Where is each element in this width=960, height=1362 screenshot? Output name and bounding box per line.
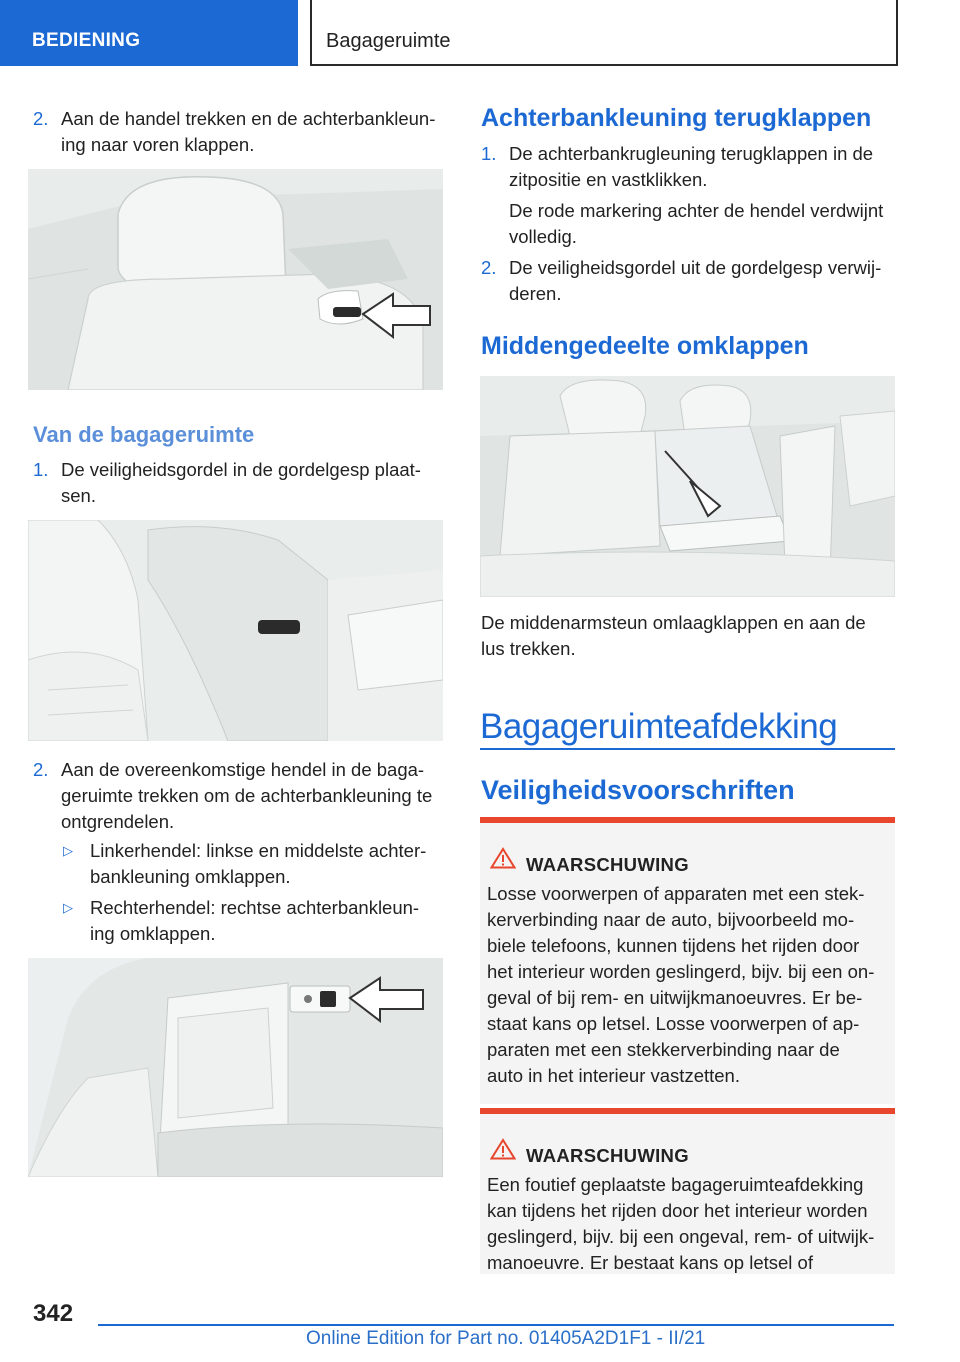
step-text: Aan de handel trekken en de achterbankleun- bbox=[61, 108, 436, 129]
warning-title: WAARSCHUWING bbox=[526, 854, 689, 875]
body-text: De middenarmsteun omlaagklappen en aan de bbox=[481, 612, 866, 633]
cargo-lever-photo bbox=[28, 958, 443, 1177]
step-text: ing naar voren klappen. bbox=[61, 134, 255, 155]
step-text: De veiligheidsgordel in de gordelgesp plaat- bbox=[61, 459, 421, 480]
step-number: 2. bbox=[33, 759, 49, 780]
section-heading: Veiligheidsvoorschriften bbox=[481, 775, 795, 805]
step-number: 1. bbox=[481, 143, 497, 164]
bullet-text: Linkerhendel: linkse en middelste achter- bbox=[90, 840, 427, 861]
warning-triangle-icon bbox=[490, 847, 516, 869]
section-heading: Middengedeelte omklappen bbox=[481, 332, 809, 360]
armrest-photo bbox=[480, 376, 895, 597]
step-number: 1. bbox=[33, 459, 49, 480]
warning-triangle-icon bbox=[490, 1138, 516, 1160]
step-text: De rode markering achter de hendel verdwijnt bbox=[509, 200, 884, 221]
step-number: 2. bbox=[33, 108, 49, 129]
page-number: 342 bbox=[33, 1300, 74, 1327]
warning-box bbox=[480, 1108, 895, 1274]
warning-text: Losse voorwerpen of apparaten met een stek- kerverbinding naar de auto, bijvoorbeeld mo- biele telefoons, kunnen tijdens het rijden door het interieur worden geslingerd, bijv. bij een on- geval of bij rem- en uitwijkmanoeuvres. Er be- staat kans op letsel. Losse voorwerpen of ap- paraten met een stekkerverbinding naar de auto in het interieur vastzetten. bbox=[487, 883, 875, 1086]
step-text: De veiligheidsgordel uit de gordelgesp verwij- bbox=[509, 257, 882, 278]
headrest-lever-photo bbox=[28, 169, 443, 390]
bullet-text: bankleuning omklappen. bbox=[90, 866, 291, 887]
step-number: 2. bbox=[481, 257, 497, 278]
step-text: geruimte trekken om de achterbankleuning te bbox=[61, 785, 433, 806]
step-text: ontgrendelen. bbox=[61, 811, 175, 832]
bullet-text: Rechterhendel: rechtse achterbankleun- bbox=[90, 897, 420, 918]
warning-box bbox=[480, 817, 895, 1104]
bullet-text: ing omklappen. bbox=[90, 923, 216, 944]
section-tab bbox=[0, 0, 298, 66]
step-text: volledig. bbox=[509, 226, 577, 247]
warning-text: Een foutief geplaatste bagageruimteafdekking kan tijdens het rijden door het interieur worden geslingerd, bijv. bij een ongeval, rem- of uitwijk- manoeuvre. Er bestaat kans op letsel of bbox=[487, 1174, 875, 1273]
section-title: BEDIENING bbox=[32, 30, 141, 51]
bullet-triangle-icon: ▷ bbox=[63, 900, 73, 915]
section-heading: Achterbankleuning terugklappen bbox=[481, 104, 872, 132]
warning-title: WAARSCHUWING bbox=[526, 1145, 689, 1166]
chapter-box bbox=[310, 0, 898, 66]
footer-rule bbox=[98, 1324, 894, 1326]
step-text: zitpositie en vastklikken. bbox=[509, 169, 708, 190]
step-text: deren. bbox=[509, 283, 562, 304]
step-text: Aan de overeenkomstige hendel in de baga- bbox=[61, 759, 425, 780]
bullet-triangle-icon: ▷ bbox=[63, 843, 73, 858]
chapter-heading: Bagageruimteafdekking bbox=[480, 707, 838, 746]
body-text: lus trekken. bbox=[481, 638, 576, 659]
step-text: sen. bbox=[61, 485, 96, 506]
sub-heading: Van de bagageruimte bbox=[33, 422, 255, 447]
heading-rule bbox=[480, 748, 895, 750]
footer-edition: Online Edition for Part no. 01405A2D1F1 - II/21 bbox=[306, 1328, 706, 1349]
step-text: De achterbankrugleuning terugklappen in de bbox=[509, 143, 874, 164]
seat-lever-photo bbox=[28, 520, 443, 741]
chapter-title: Bagageruimte bbox=[326, 30, 451, 52]
